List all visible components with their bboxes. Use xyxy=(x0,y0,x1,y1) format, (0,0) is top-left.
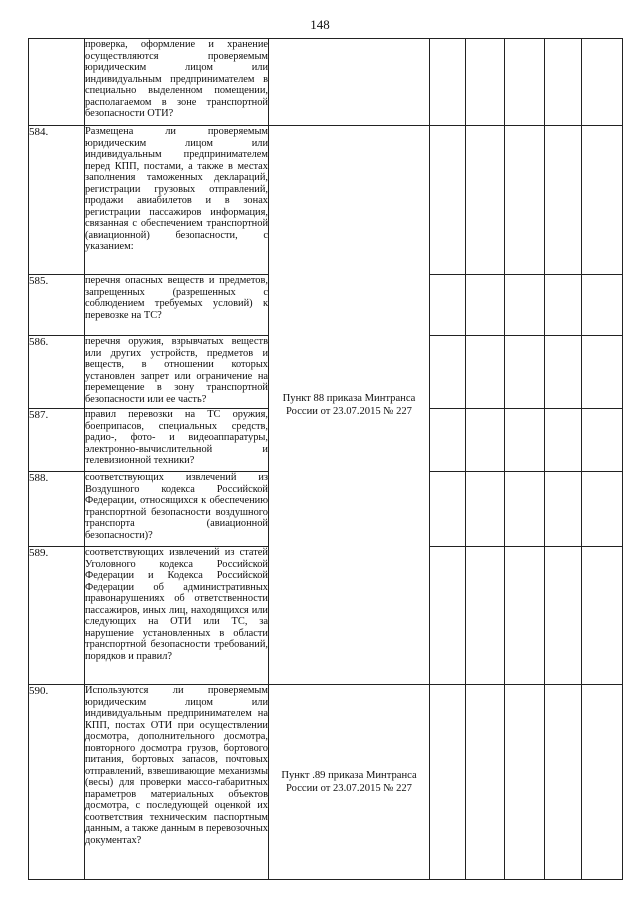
question-text: соответствующих извлечений из Воздушного кодекса Российской Федерации, относящихся к обеспечению транспортной безопасности воздушного транспорта (авиационной безопасности)? xyxy=(85,472,269,547)
answer-cell-yes[interactable] xyxy=(430,685,466,880)
answer-cell-note[interactable] xyxy=(545,547,582,685)
row-number: 585. xyxy=(29,275,85,336)
row-number xyxy=(29,39,85,126)
answer-cell-no[interactable] xyxy=(466,39,505,126)
answer-cell-note[interactable] xyxy=(545,685,582,880)
question-text: перечня оружия, взрывчатых веществ или других устройств, предметов и веществ, в отношении которых установлен запрет или ограничение на перемещение в зону транспортной безопасности или ее часть? xyxy=(85,336,269,409)
question-text: Размещена ли проверяемым юридическим лицом или индивидуальным предпринимателем перед КПП, постами, а также в местах заполнения таможенных деклараций, регистрации грузовых отправлений, продажи авиабилетов и в зонах регистрации пассажиров информация, связанная с обеспечением транспортной (авиационной) безопасности, с указанием: xyxy=(85,126,269,275)
table-row xyxy=(29,39,623,126)
answer-cell-na[interactable] xyxy=(505,39,545,126)
answer-cell-yes[interactable] xyxy=(430,275,466,336)
answer-cell-yes[interactable] xyxy=(430,472,466,547)
answer-cell-na[interactable] xyxy=(505,547,545,685)
norm-reference: Пункт .89 приказа Минтранса России от 23.07.2015 № 227 xyxy=(269,685,430,880)
answer-cell-yes[interactable] xyxy=(430,126,466,275)
table-row xyxy=(29,126,623,275)
answer-cell-note[interactable] xyxy=(545,39,582,126)
answer-cell-note[interactable] xyxy=(545,409,582,472)
answer-cell-na[interactable] xyxy=(505,336,545,409)
answer-cell-extra[interactable] xyxy=(582,547,623,685)
answer-cell-na[interactable] xyxy=(505,472,545,547)
answer-cell-note[interactable] xyxy=(545,472,582,547)
answer-cell-extra[interactable] xyxy=(582,126,623,275)
row-number: 589. xyxy=(29,547,85,685)
answer-cell-yes[interactable] xyxy=(430,547,466,685)
question-text: соответствующих извлечений из статей Уголовного кодекса Российской Федерации и Кодекса Российской Федерации об административных правонарушениях об ответственности пассажиров, иных лиц, находящихся или следующих на ОТИ или ТС, за нарушение установленных в области транспортной безопасности требований, порядков и правил? xyxy=(85,547,269,685)
answer-cell-na[interactable] xyxy=(505,685,545,880)
answer-cell-no[interactable] xyxy=(466,409,505,472)
answer-cell-note[interactable] xyxy=(545,336,582,409)
page-number: 148 xyxy=(310,17,330,32)
question-text: проверка, оформление и хранение осуществляются проверяемым юридическим лицом или индивидуальным предпринимателем в специально выделенном помещении, располагаемом в зоне транспортной безопасности ОТИ? xyxy=(85,39,269,126)
answer-cell-no[interactable] xyxy=(466,275,505,336)
row-number: 584. xyxy=(29,126,85,275)
answer-cell-no[interactable] xyxy=(466,685,505,880)
row-number: 588. xyxy=(29,472,85,547)
row-number: 586. xyxy=(29,336,85,409)
checklist-table xyxy=(28,38,623,880)
row-number: 587. xyxy=(29,409,85,472)
answer-cell-yes[interactable] xyxy=(430,39,466,126)
answer-cell-note[interactable] xyxy=(545,126,582,275)
answer-cell-no[interactable] xyxy=(466,126,505,275)
answer-cell-extra[interactable] xyxy=(582,409,623,472)
answer-cell-na[interactable] xyxy=(505,409,545,472)
answer-cell-extra[interactable] xyxy=(582,275,623,336)
norm-reference-cell xyxy=(269,39,430,126)
norm-reference: Пункт 88 приказа Минтранса России от 23.07.2015 № 227 xyxy=(269,126,430,685)
answer-cell-extra[interactable] xyxy=(582,39,623,126)
answer-cell-extra[interactable] xyxy=(582,472,623,547)
answer-cell-na[interactable] xyxy=(505,126,545,275)
answer-cell-no[interactable] xyxy=(466,472,505,547)
question-text: перечня опасных веществ и предметов, запрещенных (разрешенных с соблюдением требуемых условий) к перевозке на ТС? xyxy=(85,275,269,336)
table-row xyxy=(29,685,623,880)
answer-cell-yes[interactable] xyxy=(430,336,466,409)
row-number: 590. xyxy=(29,685,85,880)
answer-cell-extra[interactable] xyxy=(582,685,623,880)
answer-cell-note[interactable] xyxy=(545,275,582,336)
question-text: правил перевозки на ТС оружия, боеприпасов, специальных средств, радио-, фото- и видеоаппаратуры, электронно-вычислительной и телевизионной техники? xyxy=(85,409,269,472)
answer-cell-no[interactable] xyxy=(466,547,505,685)
answer-cell-yes[interactable] xyxy=(430,409,466,472)
answer-cell-extra[interactable] xyxy=(582,336,623,409)
answer-cell-na[interactable] xyxy=(505,275,545,336)
question-text: Используются ли проверяемым юридическим лицом или индивидуальным предпринимателем на КПП, постах ОТИ при осуществлении досмотра, дополнительного досмотра, повторного досмотра грузов, бортового питания, бортовых запасов, почтовых отправлений, взвешивающие механизмы (весы) для проверки массо-габаритных параметров материальных объектов досмотра, с последующей оценкой их соответствия техническим паспортным данным, а также данным в перевозочных документах? xyxy=(85,685,269,880)
answer-cell-no[interactable] xyxy=(466,336,505,409)
